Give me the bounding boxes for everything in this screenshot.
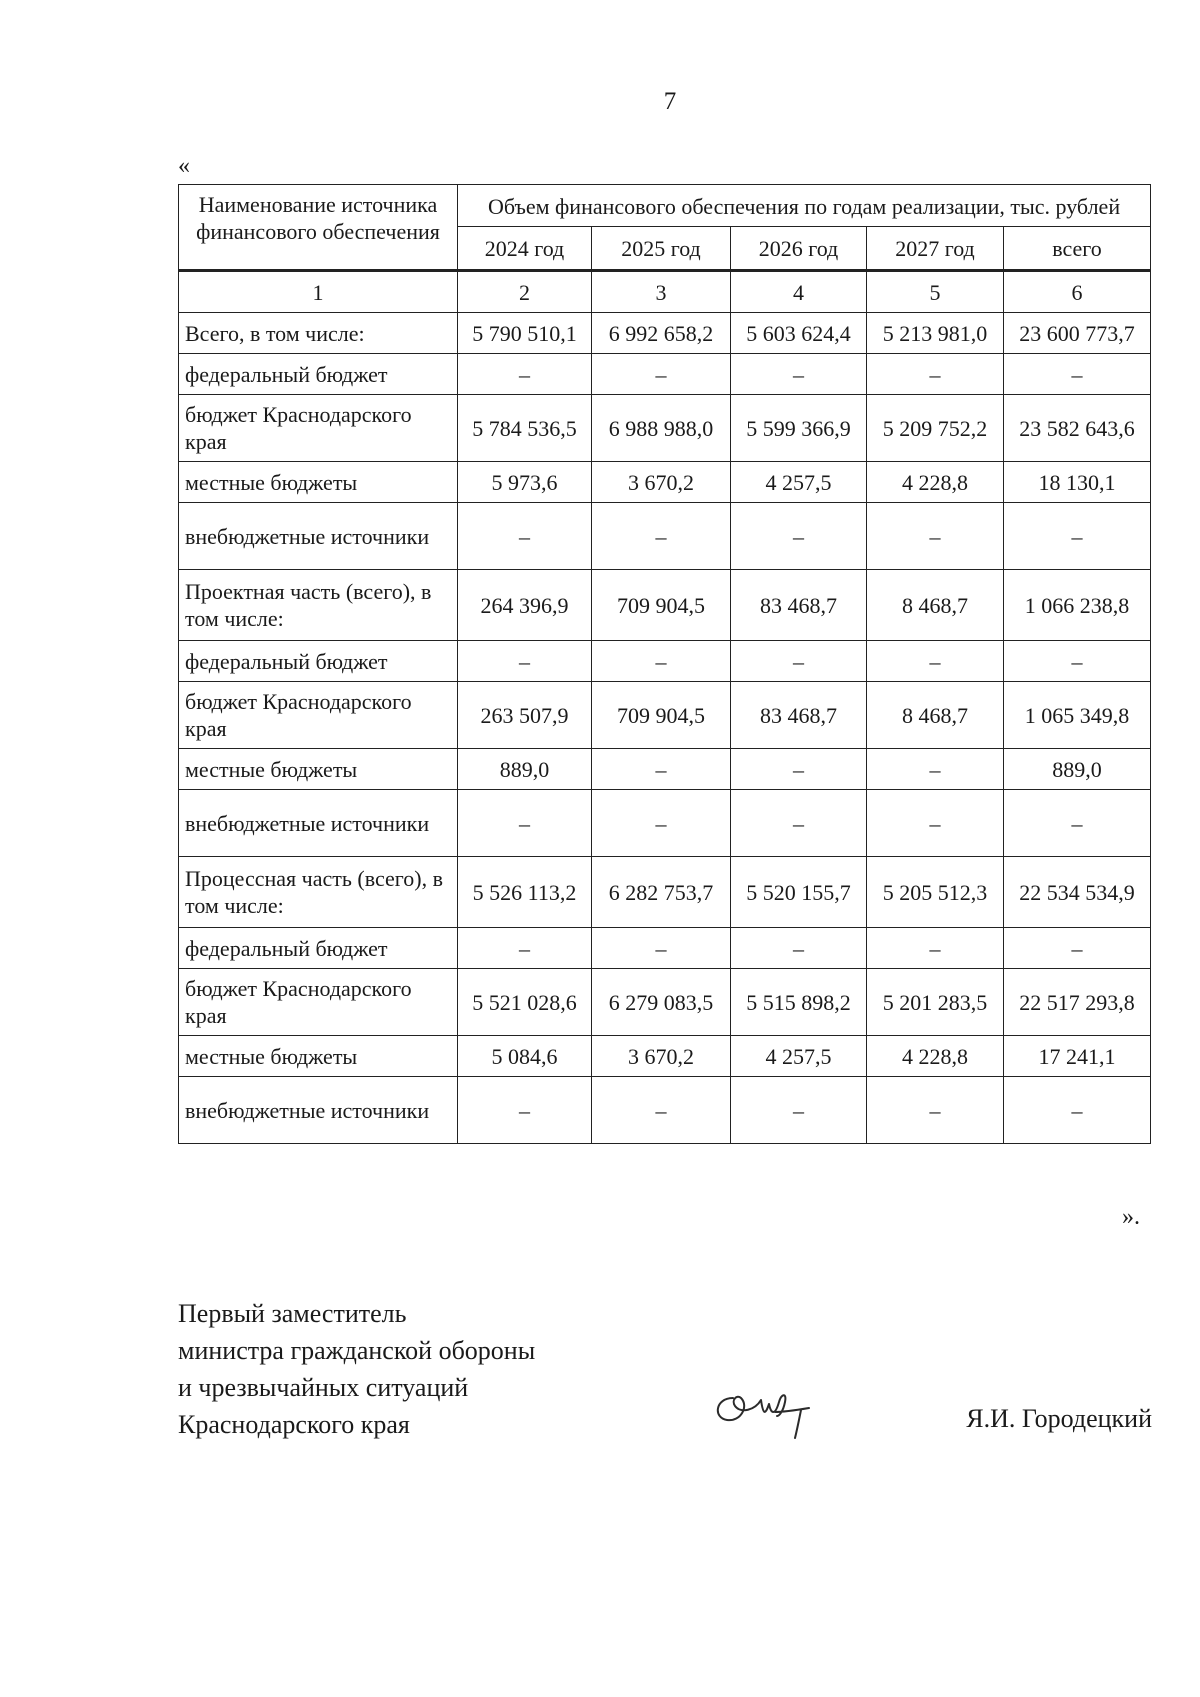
row-year-value: 5 784 536,5 xyxy=(458,395,592,462)
table-body xyxy=(179,313,1151,1144)
row-year-value: 264 396,9 xyxy=(458,570,592,641)
row-year-value: 4 257,5 xyxy=(731,1036,867,1077)
row-source-name: местные бюджеты xyxy=(179,749,458,790)
header-year-2024: 2024 год xyxy=(458,227,592,271)
row-year-value: – xyxy=(592,641,731,682)
row-year-value: 5 209 752,2 xyxy=(867,395,1004,462)
row-year-value: – xyxy=(592,354,731,395)
row-source-name: Процессная часть (всего), в том числе: xyxy=(179,857,458,928)
row-year-value: 5 201 283,5 xyxy=(867,969,1004,1036)
row-year-value: – xyxy=(592,790,731,857)
row-year-value: 3 670,2 xyxy=(592,462,731,503)
row-source-name: бюджет Краснодарского края xyxy=(179,395,458,462)
row-total-value: – xyxy=(1004,928,1151,969)
row-year-value: 5 521 028,6 xyxy=(458,969,592,1036)
header-source-name: Наименование источника финансового обеспечения xyxy=(179,185,458,271)
opening-quote-mark: « xyxy=(178,153,190,179)
header-total: всего xyxy=(1004,227,1151,271)
signatory-position-line: Краснодарского края xyxy=(178,1410,410,1439)
row-total-value: 1 066 238,8 xyxy=(1004,570,1151,641)
row-year-value: 8 468,7 xyxy=(867,570,1004,641)
header-year-2027: 2027 год xyxy=(867,227,1004,271)
row-year-value: – xyxy=(867,928,1004,969)
table-row xyxy=(179,570,1151,641)
signatory-position-line: и чрезвычайных ситуаций xyxy=(178,1373,469,1402)
row-year-value: 8 468,7 xyxy=(867,682,1004,749)
table-row xyxy=(179,749,1151,790)
signatory-position-line: министра гражданской обороны xyxy=(178,1336,536,1365)
row-year-value: 4 228,8 xyxy=(867,462,1004,503)
row-year-value: 5 205 512,3 xyxy=(867,857,1004,928)
row-total-value: – xyxy=(1004,790,1151,857)
row-year-value: 83 468,7 xyxy=(731,682,867,749)
row-source-name: федеральный бюджет xyxy=(179,641,458,682)
table-row xyxy=(179,354,1151,395)
row-year-value: – xyxy=(731,790,867,857)
table-row xyxy=(179,313,1151,354)
row-source-name: внебюджетные источники xyxy=(179,790,458,857)
row-year-value: 5 599 366,9 xyxy=(731,395,867,462)
row-year-value: – xyxy=(867,354,1004,395)
row-year-value: – xyxy=(731,641,867,682)
column-number: 3 xyxy=(592,271,731,313)
header-financing-volume: Объем финансового обеспечения по годам реализации, тыс. рублей xyxy=(458,185,1151,227)
row-source-name: внебюджетные источники xyxy=(179,503,458,570)
table-row xyxy=(179,969,1151,1036)
row-year-value: 263 507,9 xyxy=(458,682,592,749)
row-year-value: – xyxy=(458,354,592,395)
row-year-value: 5 515 898,2 xyxy=(731,969,867,1036)
row-total-value: 23 600 773,7 xyxy=(1004,313,1151,354)
row-total-value: 17 241,1 xyxy=(1004,1036,1151,1077)
row-total-value: 22 534 534,9 xyxy=(1004,857,1151,928)
row-year-value: – xyxy=(867,641,1004,682)
row-year-value: – xyxy=(867,749,1004,790)
column-number: 2 xyxy=(458,271,592,313)
row-year-value: 5 084,6 xyxy=(458,1036,592,1077)
row-year-value: – xyxy=(731,503,867,570)
row-year-value: 5 973,6 xyxy=(458,462,592,503)
row-year-value: – xyxy=(867,1077,1004,1144)
signatory-name: Я.И. Городецкий xyxy=(966,1404,1152,1433)
table-row xyxy=(179,928,1151,969)
row-total-value: 18 130,1 xyxy=(1004,462,1151,503)
row-year-value: – xyxy=(592,503,731,570)
row-total-value: – xyxy=(1004,503,1151,570)
table-row xyxy=(179,1036,1151,1077)
row-year-value: 5 603 624,4 xyxy=(731,313,867,354)
table-row xyxy=(179,857,1151,928)
row-total-value: – xyxy=(1004,354,1151,395)
table-row xyxy=(179,1077,1151,1144)
row-source-name: бюджет Краснодарского края xyxy=(179,682,458,749)
row-year-value: 4 228,8 xyxy=(867,1036,1004,1077)
row-year-value: – xyxy=(458,928,592,969)
row-year-value: – xyxy=(731,354,867,395)
row-source-name: внебюджетные источники xyxy=(179,1077,458,1144)
table-header xyxy=(179,185,1151,313)
row-total-value: – xyxy=(1004,641,1151,682)
row-year-value: 889,0 xyxy=(458,749,592,790)
row-total-value: – xyxy=(1004,1077,1151,1144)
header-year-2026: 2026 год xyxy=(731,227,867,271)
row-source-name: Проектная часть (всего), в том числе: xyxy=(179,570,458,641)
row-year-value: 5 213 981,0 xyxy=(867,313,1004,354)
row-year-value: 5 526 113,2 xyxy=(458,857,592,928)
row-total-value: 23 582 643,6 xyxy=(1004,395,1151,462)
row-source-name: бюджет Краснодарского края xyxy=(179,969,458,1036)
row-year-value: 83 468,7 xyxy=(731,570,867,641)
column-number: 1 xyxy=(179,271,458,313)
table-row xyxy=(179,395,1151,462)
row-year-value: – xyxy=(867,503,1004,570)
handwritten-signature xyxy=(705,1370,825,1445)
financing-table xyxy=(178,184,1151,1144)
row-year-value: – xyxy=(731,749,867,790)
table-row xyxy=(179,462,1151,503)
closing-quote-mark: ». xyxy=(1122,1204,1140,1230)
row-year-value: – xyxy=(867,790,1004,857)
row-year-value: 5 520 155,7 xyxy=(731,857,867,928)
column-number: 6 xyxy=(1004,271,1151,313)
signatory-position-line: Первый заместитель xyxy=(178,1299,407,1328)
row-year-value: 6 279 083,5 xyxy=(592,969,731,1036)
row-year-value: – xyxy=(592,928,731,969)
row-year-value: 709 904,5 xyxy=(592,570,731,641)
row-year-value: 6 282 753,7 xyxy=(592,857,731,928)
row-source-name: федеральный бюджет xyxy=(179,354,458,395)
row-year-value: – xyxy=(592,1077,731,1144)
row-year-value: 3 670,2 xyxy=(592,1036,731,1077)
table-row xyxy=(179,790,1151,857)
row-year-value: – xyxy=(458,790,592,857)
row-year-value: – xyxy=(731,1077,867,1144)
row-total-value: 889,0 xyxy=(1004,749,1151,790)
row-total-value: 22 517 293,8 xyxy=(1004,969,1151,1036)
page-number: 7 xyxy=(663,88,677,115)
row-year-value: – xyxy=(592,749,731,790)
row-year-value: 709 904,5 xyxy=(592,682,731,749)
column-number: 4 xyxy=(731,271,867,313)
row-source-name: федеральный бюджет xyxy=(179,928,458,969)
row-year-value: 4 257,5 xyxy=(731,462,867,503)
row-total-value: 1 065 349,8 xyxy=(1004,682,1151,749)
column-number: 5 xyxy=(867,271,1004,313)
row-source-name: местные бюджеты xyxy=(179,1036,458,1077)
row-year-value: 6 992 658,2 xyxy=(592,313,731,354)
row-source-name: местные бюджеты xyxy=(179,462,458,503)
signatory-position xyxy=(178,1295,535,1443)
row-year-value: – xyxy=(458,1077,592,1144)
row-year-value: – xyxy=(458,503,592,570)
table-row xyxy=(179,641,1151,682)
table-row xyxy=(179,503,1151,570)
table-row xyxy=(179,682,1151,749)
row-year-value: – xyxy=(731,928,867,969)
header-row-top xyxy=(179,185,1151,227)
row-year-value: – xyxy=(458,641,592,682)
row-year-value: 6 988 988,0 xyxy=(592,395,731,462)
row-source-name: Всего, в том числе: xyxy=(179,313,458,354)
header-year-2025: 2025 год xyxy=(592,227,731,271)
row-year-value: 5 790 510,1 xyxy=(458,313,592,354)
column-number-row xyxy=(179,271,1151,313)
